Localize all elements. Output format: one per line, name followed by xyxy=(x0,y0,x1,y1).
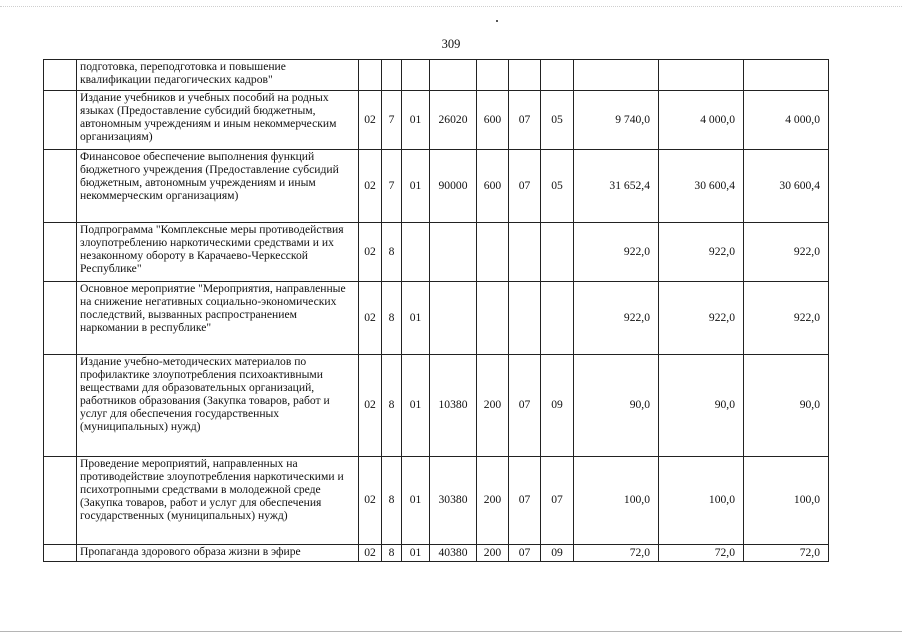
scan-edge-bottom xyxy=(0,631,902,632)
row-number-cell xyxy=(44,545,77,562)
page-number: 309 xyxy=(441,37,461,51)
program-code-cell: 02 xyxy=(359,150,382,223)
subprogram-code-cell: 8 xyxy=(382,545,402,562)
direction-code-cell xyxy=(430,282,477,355)
program-code-cell: 02 xyxy=(359,355,382,457)
subsection-code-cell xyxy=(541,282,574,355)
scan-speck xyxy=(496,20,498,22)
expense-type-cell: 600 xyxy=(477,91,509,150)
section-code-cell xyxy=(509,60,541,91)
section-code-cell: 07 xyxy=(509,355,541,457)
amount-year-3-cell: 90,0 xyxy=(744,355,829,457)
amount-year-2-cell: 100,0 xyxy=(659,457,744,545)
expense-type-cell xyxy=(477,60,509,91)
table-row xyxy=(44,223,829,282)
expense-type-cell: 600 xyxy=(477,150,509,223)
row-number-cell xyxy=(44,150,77,223)
activity-code-cell xyxy=(402,60,430,91)
amount-year-3-cell: 922,0 xyxy=(744,223,829,282)
activity-code-cell: 01 xyxy=(402,150,430,223)
item-name-cell: Основное мероприятие "Мероприятия, направленные на снижение негативных социально-экономических последствий, вызванных распространением наркомании в республике" xyxy=(77,282,359,355)
item-name-cell: Финансовое обеспечение выполнения функций бюджетного учреждения (Предоставление субсидий бюджетным, автономным учреждениям и иным некоммерческим организациям) xyxy=(77,150,359,223)
table-row xyxy=(44,60,829,91)
table-row xyxy=(44,457,829,545)
section-code-cell: 07 xyxy=(509,545,541,562)
table-row xyxy=(44,282,829,355)
subprogram-code-cell: 7 xyxy=(382,150,402,223)
expense-type-cell: 200 xyxy=(477,457,509,545)
subsection-code-cell: 05 xyxy=(541,150,574,223)
subsection-code-cell: 09 xyxy=(541,355,574,457)
activity-code-cell xyxy=(402,223,430,282)
expense-type-cell: 200 xyxy=(477,545,509,562)
amount-year-1-cell: 90,0 xyxy=(574,355,659,457)
amount-year-3-cell: 922,0 xyxy=(744,282,829,355)
amount-year-3-cell: 72,0 xyxy=(744,545,829,562)
item-name-cell: Проведение мероприятий, направленных на противодействие злоупотребления наркотическими и психотропными средствами в молодежной среде (Закупка товаров, работ и услуг для обеспечения государственных (муниципальных) нужд) xyxy=(77,457,359,545)
amount-year-2-cell xyxy=(659,60,744,91)
program-code-cell: 02 xyxy=(359,545,382,562)
amount-year-1-cell: 922,0 xyxy=(574,282,659,355)
amount-year-3-cell xyxy=(744,60,829,91)
subsection-code-cell: 07 xyxy=(541,457,574,545)
direction-code-cell: 30380 xyxy=(430,457,477,545)
direction-code-cell: 90000 xyxy=(430,150,477,223)
subprogram-code-cell: 8 xyxy=(382,457,402,545)
table-row xyxy=(44,545,829,562)
row-number-cell xyxy=(44,355,77,457)
subprogram-code-cell xyxy=(382,60,402,91)
amount-year-2-cell: 30 600,4 xyxy=(659,150,744,223)
subsection-code-cell xyxy=(541,223,574,282)
program-code-cell xyxy=(359,60,382,91)
direction-code-cell: 40380 xyxy=(430,545,477,562)
table-row xyxy=(44,91,829,150)
section-code-cell xyxy=(509,223,541,282)
table-row xyxy=(44,150,829,223)
scan-edge-top xyxy=(0,6,902,7)
subsection-code-cell: 09 xyxy=(541,545,574,562)
direction-code-cell: 26020 xyxy=(430,91,477,150)
item-name-cell: Издание учебно-методических материалов по профилактике злоупотребления психоактивными веществами для образовательных организаций, работников образования (Закупка товаров, работ и услуг для обеспечения государственных (муниципальных) нужд) xyxy=(77,355,359,457)
item-name-cell: Пропаганда здорового образа жизни в эфире xyxy=(77,545,359,562)
budget-table xyxy=(43,59,829,562)
subprogram-code-cell: 8 xyxy=(382,282,402,355)
amount-year-1-cell: 31 652,4 xyxy=(574,150,659,223)
direction-code-cell: 10380 xyxy=(430,355,477,457)
amount-year-1-cell: 72,0 xyxy=(574,545,659,562)
row-number-cell xyxy=(44,60,77,91)
section-code-cell xyxy=(509,282,541,355)
amount-year-3-cell: 4 000,0 xyxy=(744,91,829,150)
amount-year-1-cell: 100,0 xyxy=(574,457,659,545)
activity-code-cell: 01 xyxy=(402,91,430,150)
amount-year-2-cell: 922,0 xyxy=(659,223,744,282)
amount-year-2-cell: 90,0 xyxy=(659,355,744,457)
section-code-cell: 07 xyxy=(509,91,541,150)
subprogram-code-cell: 8 xyxy=(382,355,402,457)
item-name-cell: Подпрограмма "Комплексные меры противодействия злоупотреблению наркотическими средствами и их незаконному обороту в Карачаево-Черкесской Республике" xyxy=(77,223,359,282)
amount-year-3-cell: 30 600,4 xyxy=(744,150,829,223)
row-number-cell xyxy=(44,223,77,282)
activity-code-cell: 01 xyxy=(402,545,430,562)
program-code-cell: 02 xyxy=(359,457,382,545)
amount-year-2-cell: 4 000,0 xyxy=(659,91,744,150)
row-number-cell xyxy=(44,91,77,150)
row-number-cell xyxy=(44,282,77,355)
amount-year-1-cell xyxy=(574,60,659,91)
amount-year-3-cell: 100,0 xyxy=(744,457,829,545)
direction-code-cell xyxy=(430,223,477,282)
subsection-code-cell: 05 xyxy=(541,91,574,150)
amount-year-1-cell: 922,0 xyxy=(574,223,659,282)
item-name-cell: подготовка, переподготовка и повышение квалификации педагогических кадров" xyxy=(77,60,359,91)
program-code-cell: 02 xyxy=(359,91,382,150)
amount-year-1-cell: 9 740,0 xyxy=(574,91,659,150)
program-code-cell: 02 xyxy=(359,282,382,355)
subprogram-code-cell: 8 xyxy=(382,223,402,282)
subsection-code-cell xyxy=(541,60,574,91)
expense-type-cell xyxy=(477,223,509,282)
direction-code-cell xyxy=(430,60,477,91)
expense-type-cell: 200 xyxy=(477,355,509,457)
expense-type-cell xyxy=(477,282,509,355)
amount-year-2-cell: 922,0 xyxy=(659,282,744,355)
activity-code-cell: 01 xyxy=(402,282,430,355)
program-code-cell: 02 xyxy=(359,223,382,282)
item-name-cell: Издание учебников и учебных пособий на родных языках (Предоставление субсидий бюджетным, автономным учреждениям и иным некоммерческим организациям) xyxy=(77,91,359,150)
section-code-cell: 07 xyxy=(509,457,541,545)
activity-code-cell: 01 xyxy=(402,457,430,545)
table-row xyxy=(44,355,829,457)
amount-year-2-cell: 72,0 xyxy=(659,545,744,562)
subprogram-code-cell: 7 xyxy=(382,91,402,150)
section-code-cell: 07 xyxy=(509,150,541,223)
row-number-cell xyxy=(44,457,77,545)
activity-code-cell: 01 xyxy=(402,355,430,457)
